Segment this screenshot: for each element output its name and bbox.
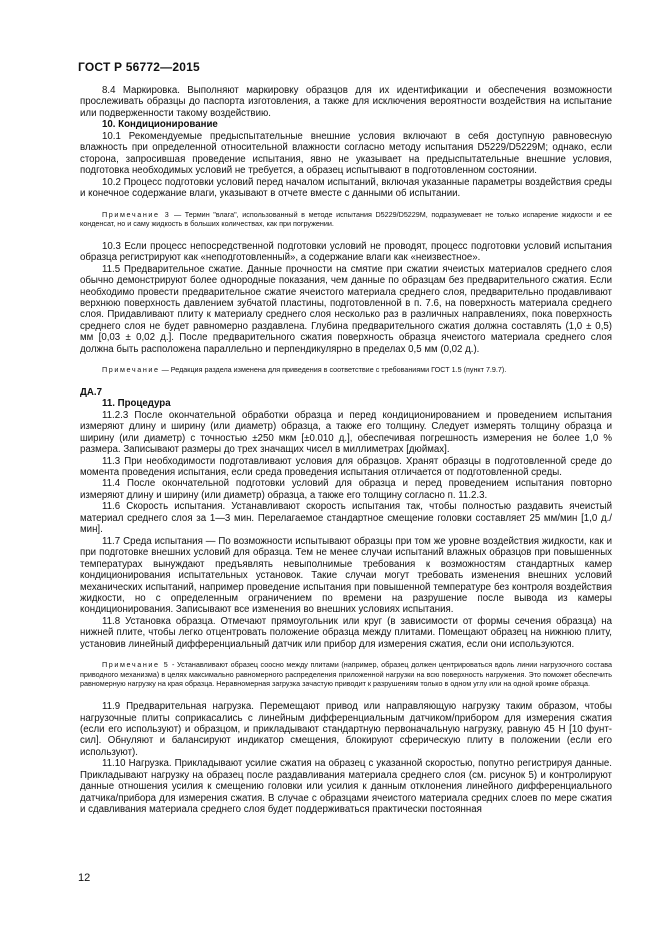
section-heading-10: 10. Кондиционирование <box>102 119 218 131</box>
note-5 <box>80 660 612 689</box>
paragraph-11-9: 11.9 Предварительная нагрузка. Перемещают привод или направляющую нагрузку таким образом, чтобы нагрузочные плиты соприкасались с линейным дифференциальным датчиком/прибором для измерения сжатия (если его используют) и образцом, и прикладывают стандартную первоначальную нагрузку, равную 45 Н [10 фунт-сил]. Обнуляют и балансируют индикатор смещения, блокируют сферическую плиту в положении (если его используют). <box>80 701 612 758</box>
paragraph-10-2: 10.2 Процесс подготовки условий перед началом испытаний, включая указанные параметры воздействия среды и конечное содержание влаги, указывают в отчете вместе с данными об испытании. <box>80 176 612 200</box>
note-edit <box>80 365 612 375</box>
appendix-heading-da7: ДА.7 <box>80 386 102 398</box>
section-heading-11: 11. Процедура <box>102 398 171 410</box>
page-body <box>80 85 612 816</box>
paragraph-10-3: 10.3 Если процесс непосредственной подготовки условий не проводят, процесс подготовки условий испытания образца регистрируют как «неподготовленный», а содержание влаги как «неизвестное». <box>80 240 612 264</box>
paragraph-11-4: 11.4 После окончательной подготовки условий для образца и перед проведением испытания повторно измеряют длину и ширину (или диаметр) образца, а также его толщину согласно п. 11.2.3. <box>80 478 612 501</box>
paragraph-10-1: 10.1 Рекомендуемые предыспытательные внешние условия включают в себя доступную равновесную влажность при определенной относительной влажности согласно методу испытания D5229/D5229M; однако, если сторона, запросившая проведение испытания, явно не указывает на предыспытательные внешние условия, подготовка необходимых условий не требуется, а образец испытывают в подготовленном состоянии. <box>80 130 612 177</box>
paragraph-11-3: 11.3 При необходимости подготавливают условия для образцов. Хранят образцы в подготовленной среде до момента проведения испытания, если среда проведения испытания отличается от подготовленной среды. <box>80 455 612 479</box>
paragraph-8-4: 8.4 Маркировка. Выполняют маркировку образцов для их идентификации и обеспечения возможности прослеживать образцы до паспорта изготовления, а также для исключения вероятности воздействия на испытание или подверженности такому воздействию. <box>80 85 612 119</box>
note-3-text: — Термин "влага", использованный в методе испытания D5229/D5229M, подразумевает не только испарение жидкости и ее конденсат, но и саму жидкость в больших количествах, как при погружении. <box>80 209 612 229</box>
note-edit-label: Примечание <box>102 365 160 375</box>
paragraph-11-5: 11.5 Предварительное сжатие. Данные прочности на смятие при сжатии ячеистых материалов среднего слоя обычно демонстрируют более однородные показания, чем данные по образцам без предварительного сжатия. Если необходимо провести предварительное сжатие ячеистого материала среднего слоя, предварительно продавливают верхнюю поверхность давлением зубчатой пластины, подготовленной в п. 7.6, на поверхность материала среднего слоя. Придавливают плиту к материалу среднего слоя несколько раз в различных направлениях, пока поверхность среднего слоя не будет равномерно раздавлена. Глубина предварительного сжатия должна составлять (1,0 ± 0,5) мм [0,03 ± 0,02 д.]. После предварительного сжатия поверхность образца ячеистого материала среднего слоя должна быть расположена параллельно и перпендикулярно в пределах 0,5 мм (0,02 д.). <box>80 263 612 355</box>
paragraph-11-7: 11.7 Среда испытания — По возможности испытывают образцы при том же уровне воздействия жидкости, как и при подготовке внешних условий для образца. Тем не менее случаи испытаний влажных образцов при повышенных температурах вынуждают предъявлять невыполнимые требования к возможностям стандартных камер кондиционирования испытательных установок. Такие случаи могут требовать изменения внешних условий механических испытаний, например проведение испытания при повышенной температуре без контроля воздействия жидкости, но с определенным ограничением по времени на разрушение после вывода из камеры кондиционирования. Записывают все изменения во внешних условиях испытания. <box>80 535 612 616</box>
note-3 <box>80 210 612 229</box>
paragraph-11-6: 11.6 Скорость испытания. Устанавливают скорость испытания так, чтобы полностью раздавить ячеистый материал среднего слоя за 1—3 мин. Перелагаемое стандартное смещение головки составляет 25 мм/мин [1,0 д./мин]. <box>80 501 612 536</box>
note-5-text: - Устанавливают образец соосно между плитами (например, образец должен центрироваться вдоль линии нагрузочного состава приводного механизма) в целях максимально равномерного распределения приложенной нагрузки на всю поверхность нагружения. Это поможет обеспечить равномерную нагрузку на края образца. Неравномерная загрузка зачастую приводит к разрушениям только в одном углу или на одной кромке образца. <box>80 660 612 689</box>
paragraph-11-8: 11.8 Установка образца. Отмечают прямоугольник или круг (в зависимости от формы сечения образца) на нижней плите, чтобы легко отцентровать положение образца между плитами. Помещают образец на нижнюю плиту, установив линейный дифференциальный датчик или прибор для измерения сжатия, если они используются. <box>80 615 612 650</box>
note-edit-text: — Редакция раздела изменена для приведения в соответствие с требованиями ГОСТ 1.5 (пункт 7.9.7). <box>159 365 507 375</box>
paragraph-11-10: 11.10 Нагрузка. Прикладывают усилие сжатия на образец с указанной скоростью, попутно регистрируя данные. Прикладывают нагрузку на образец после раздавливания материала среднего слоя (см. рисунок 5) и контролируют данные отношения усилия к смещению головки или усилия к данным отклонения линейного дифференциального датчика/прибора для измерения сжатия. В случае с образцами ячеистого материала средних слоев по мере сжатия и сдавливания материала среднего слоя будет поддерживаться практически постоянная <box>80 758 612 816</box>
note-5-label: Примечание 5 <box>102 660 170 670</box>
standard-header: ГОСТ Р 56772—2015 <box>78 60 200 74</box>
page-number: 12 <box>78 872 91 884</box>
note-3-label: Примечание 3 <box>102 209 171 219</box>
paragraph-11-2-3: 11.2.3 После окончательной обработки образца и перед кондиционированием и проведением испытания измеряют длину и ширину (или диаметр) образца, а также его толщину. Следует измерять толщину образца и ширину (или диаметр) с точностью ±250 мкм [±0.010 д.], обеспечивая погрешность измерения не более 1,0 % размера. Записывают размеры до трех значащих чисел в миллиметрах [дюймах]. <box>80 409 612 456</box>
